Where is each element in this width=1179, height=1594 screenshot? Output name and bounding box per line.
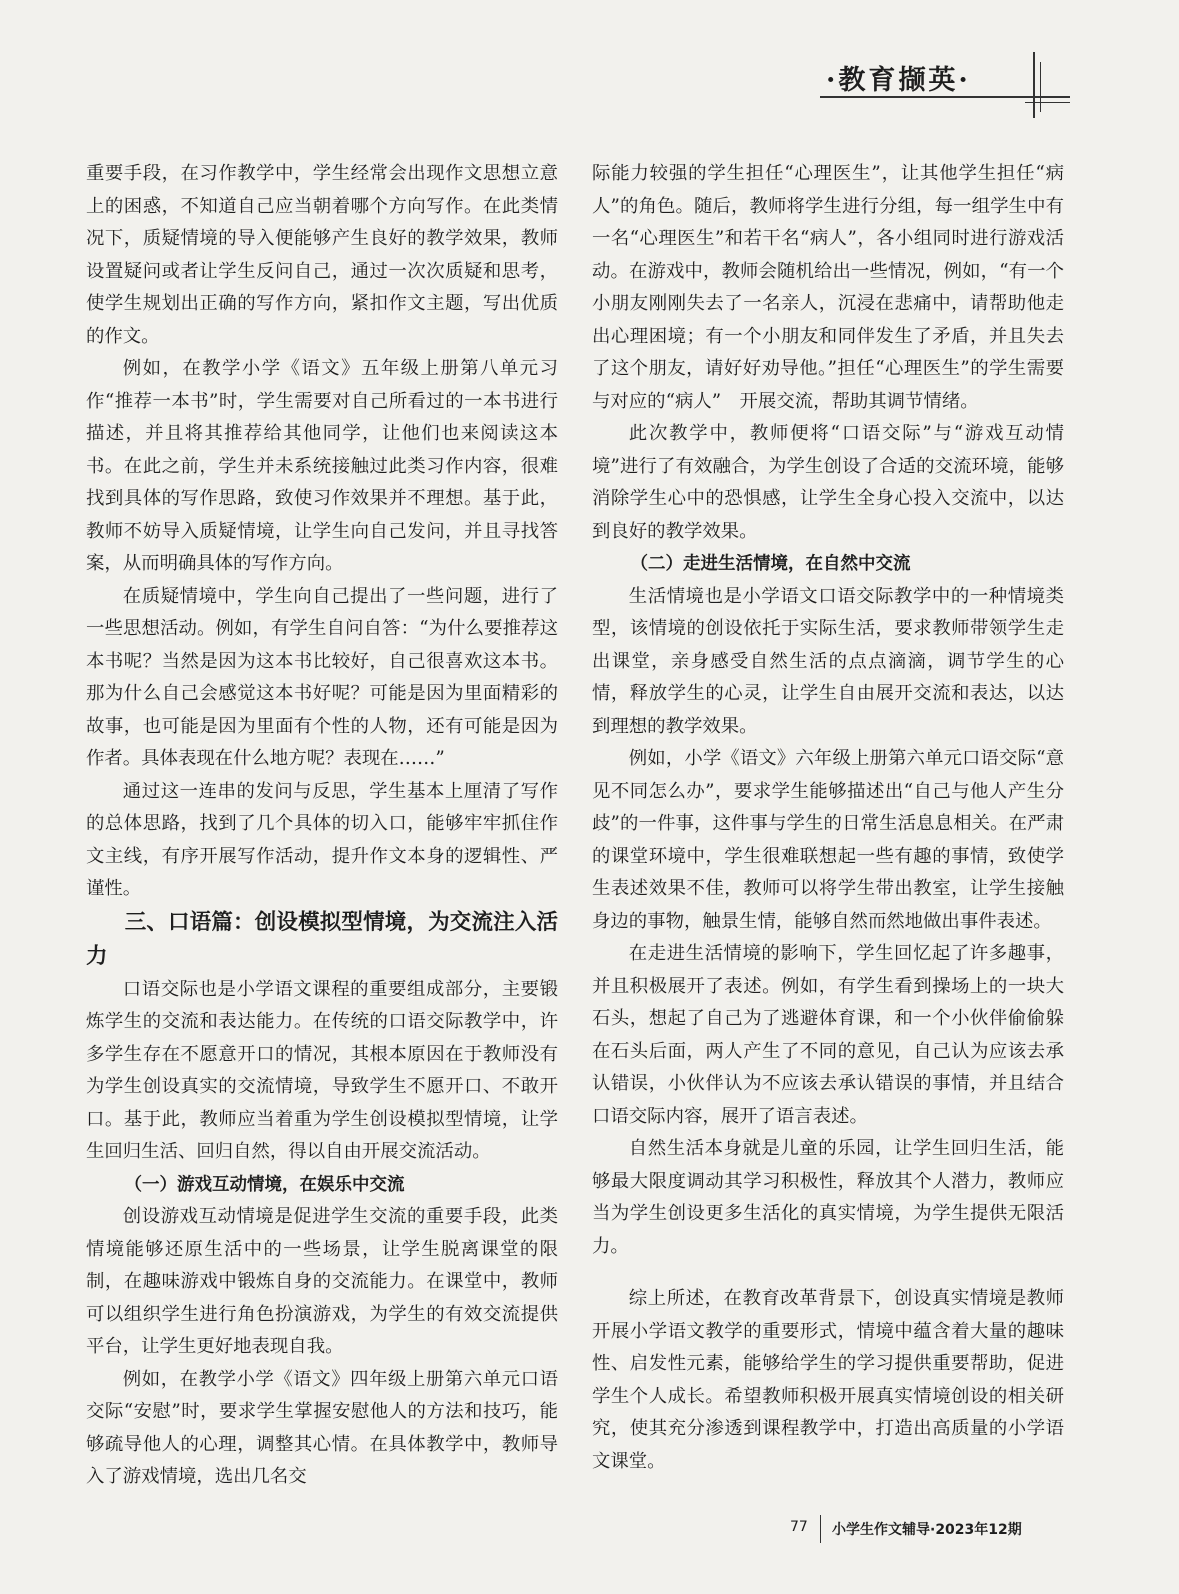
footer-divider [820,1515,821,1543]
section-title: ·教育撷英· [826,65,971,96]
paragraph: 自然生活本身就是儿童的乐园，让学生回归生活，能够最大限度调动其学习积极性，释放其个人潜力，教师应当为学生创设更多生活化的真实情境，为学生提供无限活力。 [592,1138,1064,1257]
section-heading: 三、口语篇：创设模拟型情境，为交流注入活力 [86,909,558,969]
paragraph: 例如，在教学小学《语文》五年级上册第八单元习作“推荐一本书”时，学生需要对自己所看过的一本书进行描述，并且将其推荐给其他同学，让他们也来阅读这本书。在此之前，学生并未系统接触过此类习作内容，很难找到具体的写作思路，致使习作效果并不理想。基于此，教师不妨导入质疑情境，让学生向自己发问，并且寻找答案，从而明确具体的写作方向。 [86,358,558,574]
paragraph: 生活情境也是小学语文口语交际教学中的一种情境类型，该情境的创设依托于实际生活，要求教师带领学生走出课堂，亲身感受自然生活的点点滴滴，调节学生的心情，释放学生的心灵，让学生自由展开交流和表达，以达到理想的教学效果。 [592,585,1064,737]
conclusion-paragraph: 综上所述，在教育改革背景下，创设真实情境是教师开展小学语文教学的重要形式，情境中蕴含着大量的趣味性、启发性元素，能够给学生的学习提供重要帮助，促进学生个人成长。希望教师积极开展真实情境创设的相关研究，使其充分渗透到课程教学中，打造出高质量的小学语文课堂。 [592,1288,1064,1472]
paragraph: 此次教学中，教师便将“口语交际”与“游戏互动情境”进行了有效融合，为学生创设了合适的交流环境，能够消除学生心中的恐惧感，让学生全身心投入交流中，以达到良好的教学效果。 [592,423,1064,542]
section-header [820,56,1060,106]
header-vertical-rule [1033,52,1035,118]
paragraph: 在质疑情境中，学生向自己提出了一些问题，进行了一些思想活动。例如，有学生自问自答：“为什么要推荐这本书呢？当然是因为这本书比较好，自己很喜欢这本书。那为什么自己会感觉这本书好呢？可能是因为里面精彩的故事，也可能是因为里面有个性的人物，还有可能是因为作者。具体表现在什么地方呢？表现在……” [86,585,558,769]
paragraph: 通过这一连串的发问与反思，学生基本上厘清了写作的总体思路，找到了几个具体的切入口，能够牢牢抓住作文主线，有序开展写作活动，提升作文本身的逻辑性、严谨性。 [86,780,558,899]
paragraph-gap [592,1263,1064,1283]
paragraph: 际能力较强的学生担任“心理医生”，让其他学生担任“病人”的角色。随后，教师将学生进行分组，每一组学生中有一名“心理医生”和若干名“病人”，各小组同时进行游戏活动。在游戏中，教师会随机给出一些情况，例如，“有一个小朋友刚刚失去了一名亲人，沉浸在悲痛中，请帮助他走出心理困境；有一个小朋友和同伴发生了矛盾，并且失去了这个朋友，请好好劝导他。”担任“心理医生”的学生需要与对应的“病人” 开展交流，帮助其调节情绪。 [592,163,1064,412]
paragraph: 例如，在教学小学《语文》四年级上册第六单元口语交际“安慰”时，要求学生掌握安慰他人的方法和技巧，能够疏导他人的心理，调整其心情。在具体教学中，教师导入了游戏情境，选出几名交 [86,1368,558,1487]
header-vertical-rule-thin [1040,62,1041,112]
right-column [592,158,1064,1478]
header-rule-short [1025,102,1070,103]
paragraph: 创设游戏互动情境是促进学生交流的重要手段，此类情境能够还原生活中的一些场景，让学生脱离课堂的限制，在趣味游戏中锻炼自身的交流能力。在课堂中，教师可以组织学生进行角色扮演游戏，为学生的有效交流提供平台，让学生更好地表现自我。 [86,1206,558,1357]
paragraph: 重要手段，在习作教学中，学生经常会出现作文思想立意上的困惑，不知道自己应当朝着哪个方向写作。在此类情况下，质疑情境的导入便能够产生良好的教学效果，教师设置疑问或者让学生反问自己，通过一次次质疑和思考，使学生规划出正确的写作方向，紧扣作文主题，写出优质的作文。 [86,163,558,347]
page-number: 77 [790,1519,808,1535]
paragraph: 口语交际也是小学语文课程的重要组成部分，主要锻炼学生的交流和表达能力。在传统的口语交际教学中，许多学生存在不愿意开口的情况，其根本原因在于教师没有为学生创设真实的交流情境，导致学生不愿开口、不敢开口。基于此，教师应当着重为学生创设模拟型情境，让学生回归生活、回归自然，得以自由开展交流活动。 [86,978,558,1162]
left-column [86,158,558,1494]
page-footer [760,1515,1060,1545]
subsection-heading: （二）走进生活情境，在自然中交流 [630,554,911,574]
paragraph: 在走进生活情境的影响下，学生回忆起了许多趣事，并且积极展开了表述。例如，有学生看到操场上的一块大石头，想起了自己为了逃避体育课，和一个小伙伴偷偷躲在石头后面，两人产生了不同的意见，自己认为应该去承认错误，小伙伴认为不应该去承认错误的事情，并且结合口语交际内容，展开了语言表述。 [592,943,1064,1127]
paragraph: 例如，小学《语文》六年级上册第六单元口语交际“意见不同怎么办”，要求学生能够描述出“自己与他人产生分歧”的一件事，这件事与学生的日常生活息息相关。在严肃的课堂环境中，学生很难联想起一些有趣的事情，致使学生表述效果不佳，教师可以将学生带出教室，让学生接触身边的事物，触景生情，能够自然而然地做出事件表述。 [592,748,1064,932]
journal-name: 小学生作文辅导·2023年12期 [832,1522,1022,1538]
subsection-heading: （一）游戏互动情境，在娱乐中交流 [124,1174,405,1195]
